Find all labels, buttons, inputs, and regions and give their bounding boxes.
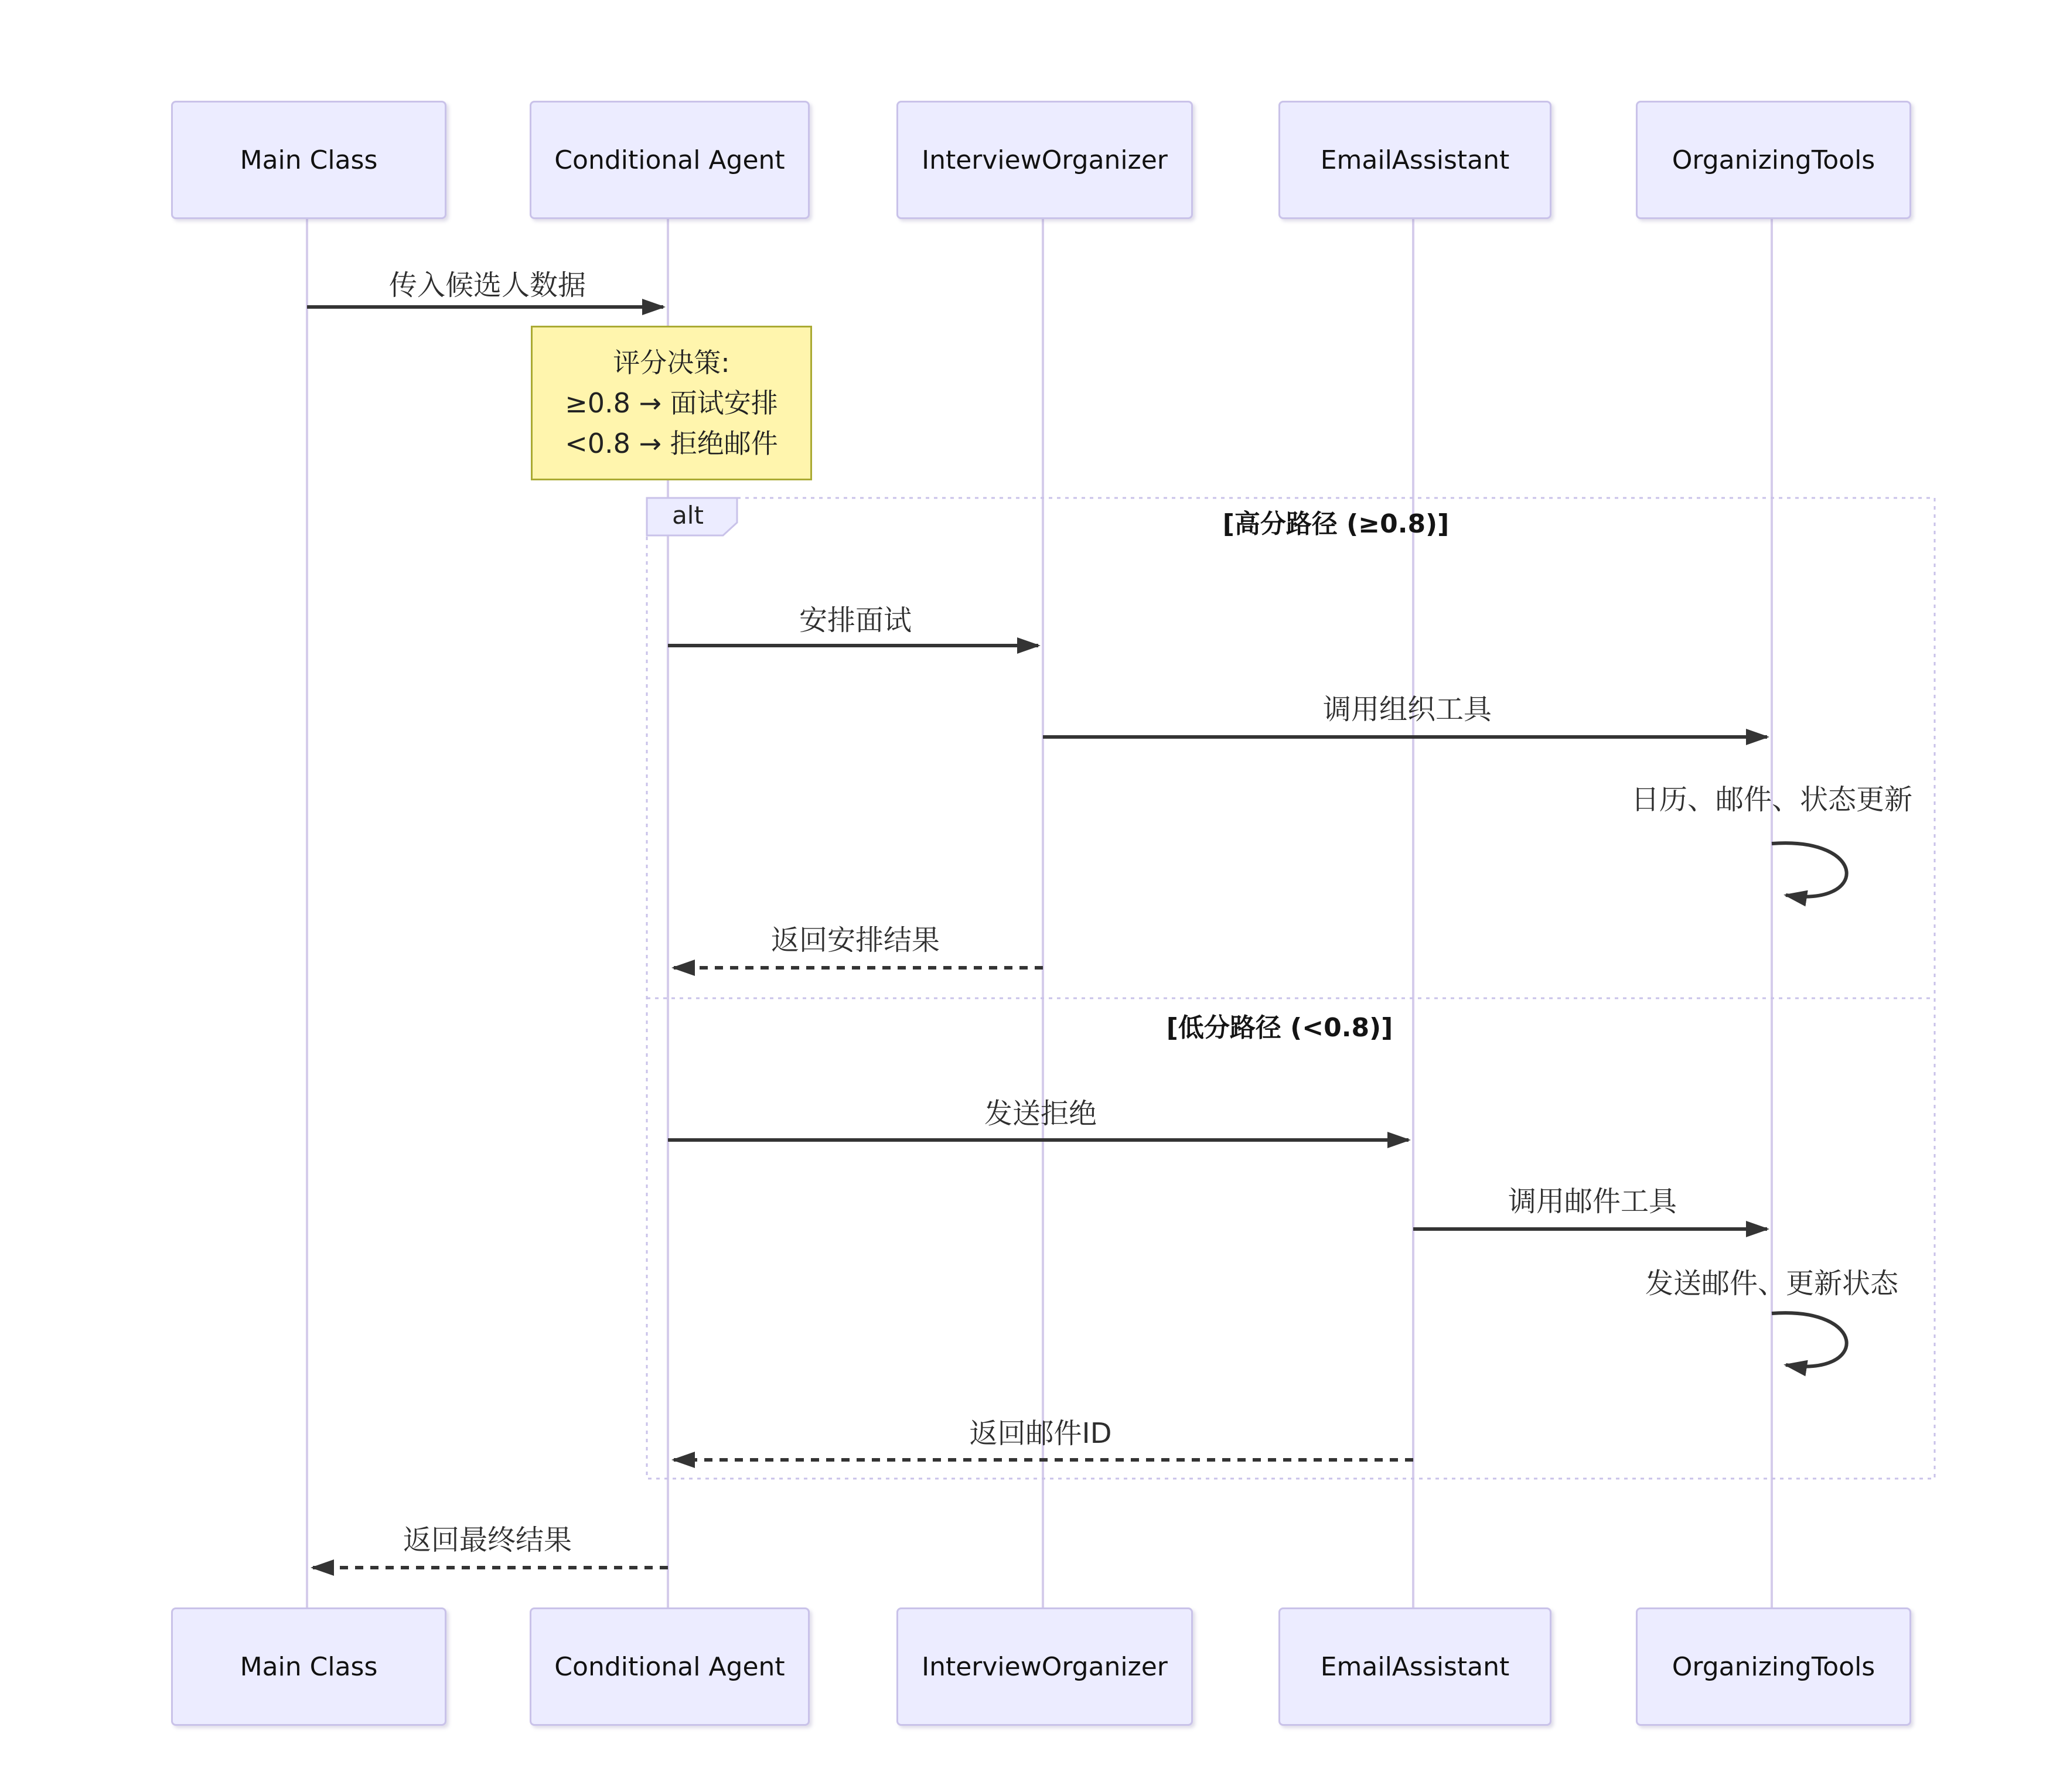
message-send-rejection: 发送拒绝 (984, 1097, 1097, 1130)
alt-condition-high-score: [高分路径 (≥0.8)] (1222, 509, 1450, 539)
alt-operator-label: alt (672, 500, 704, 530)
participant-organizing-tools-bottom (1636, 1607, 1911, 1726)
participant-label: InterviewOrganizer (922, 145, 1168, 175)
note-line: <0.8 → 拒绝邮件 (565, 427, 778, 459)
participant-label: InterviewOrganizer (922, 1651, 1168, 1682)
participant-conditional-agent-top (530, 101, 810, 219)
participant-interview-organizer-top (896, 101, 1193, 219)
message-return-email-id: 返回邮件ID (969, 1417, 1112, 1450)
participant-email-assistant-top (1278, 101, 1551, 219)
participant-label: OrganizingTools (1672, 145, 1875, 175)
message-call-organizing-tools: 调用组织工具 (1322, 693, 1492, 726)
participant-label: Main Class (240, 1651, 378, 1682)
self-loop-send-email-update-status (1772, 1313, 1847, 1366)
participant-label: OrganizingTools (1672, 1651, 1875, 1682)
message-call-email-tools: 调用邮件工具 (1508, 1185, 1677, 1218)
message-return-final-result: 返回最终结果 (403, 1524, 572, 1557)
message-pass-candidate-data: 传入候选人数据 (388, 269, 586, 302)
message-calendar-email-status-update: 日历、邮件、状态更新 (1631, 783, 1913, 816)
note-line: 评分决策: (613, 346, 730, 378)
participant-organizing-tools-top (1636, 101, 1911, 219)
alt-condition-low-score: [低分路径 (<0.8)] (1166, 1013, 1393, 1043)
participant-label: EmailAssistant (1320, 1651, 1510, 1682)
participant-main-class-bottom (171, 1607, 446, 1726)
participant-label: EmailAssistant (1320, 145, 1510, 175)
participant-email-assistant-bottom (1278, 1607, 1551, 1726)
self-loop-calendar-email-status (1772, 843, 1847, 896)
message-schedule-interview: 安排面试 (799, 604, 912, 637)
note-scoring-decision (531, 326, 812, 480)
participant-main-class-top (171, 101, 446, 219)
message-return-schedule-result: 返回安排结果 (770, 924, 940, 957)
participant-label: Main Class (240, 145, 378, 175)
participant-interview-organizer-bottom (896, 1607, 1193, 1726)
participant-label: Conditional Agent (554, 145, 785, 175)
note-line: ≥0.8 → 面试安排 (565, 387, 778, 419)
participant-conditional-agent-bottom (530, 1607, 810, 1726)
message-send-email-update-status: 发送邮件、更新状态 (1645, 1267, 1899, 1300)
participant-label: Conditional Agent (554, 1651, 785, 1682)
